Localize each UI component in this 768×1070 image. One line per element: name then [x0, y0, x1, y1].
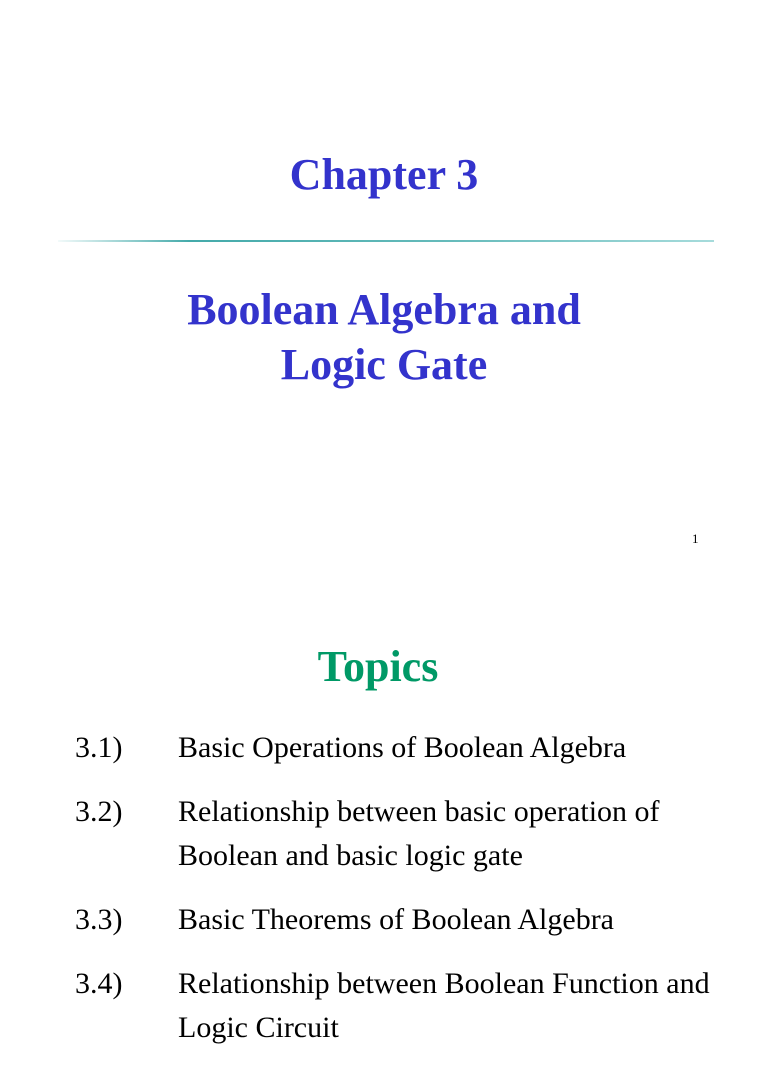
- title-divider: [58, 240, 714, 242]
- topic-text: Relationship between basic operation of Boolean and basic logic gate: [178, 795, 660, 872]
- subtitle-line-1: Boolean Algebra and: [187, 285, 581, 334]
- chapter-subtitle: [0, 282, 768, 392]
- subtitle-line-2: Logic Gate: [280, 340, 488, 389]
- topic-text: Basic Theorems of Boolean Algebra: [178, 903, 614, 936]
- topics-slide: [0, 570, 768, 1044]
- topic-number: 3.3): [75, 903, 123, 936]
- topic-item: [0, 726, 768, 770]
- topic-text: Basic Operations of Boolean Algebra: [178, 731, 627, 764]
- topic-item: [0, 790, 768, 878]
- topic-number: 3.4): [75, 967, 123, 1000]
- topic-number: 3.1): [75, 731, 123, 764]
- slide-number: 1: [692, 531, 699, 546]
- topic-item: [0, 898, 768, 942]
- topic-item: [0, 962, 768, 1050]
- topic-text: Relationship between Boolean Function and Logic Circuit: [178, 967, 710, 1044]
- chapter-title: Chapter 3: [289, 150, 479, 199]
- topic-number: 3.2): [75, 795, 123, 828]
- topic-list: [0, 726, 768, 1070]
- topics-title: Topics: [317, 642, 439, 691]
